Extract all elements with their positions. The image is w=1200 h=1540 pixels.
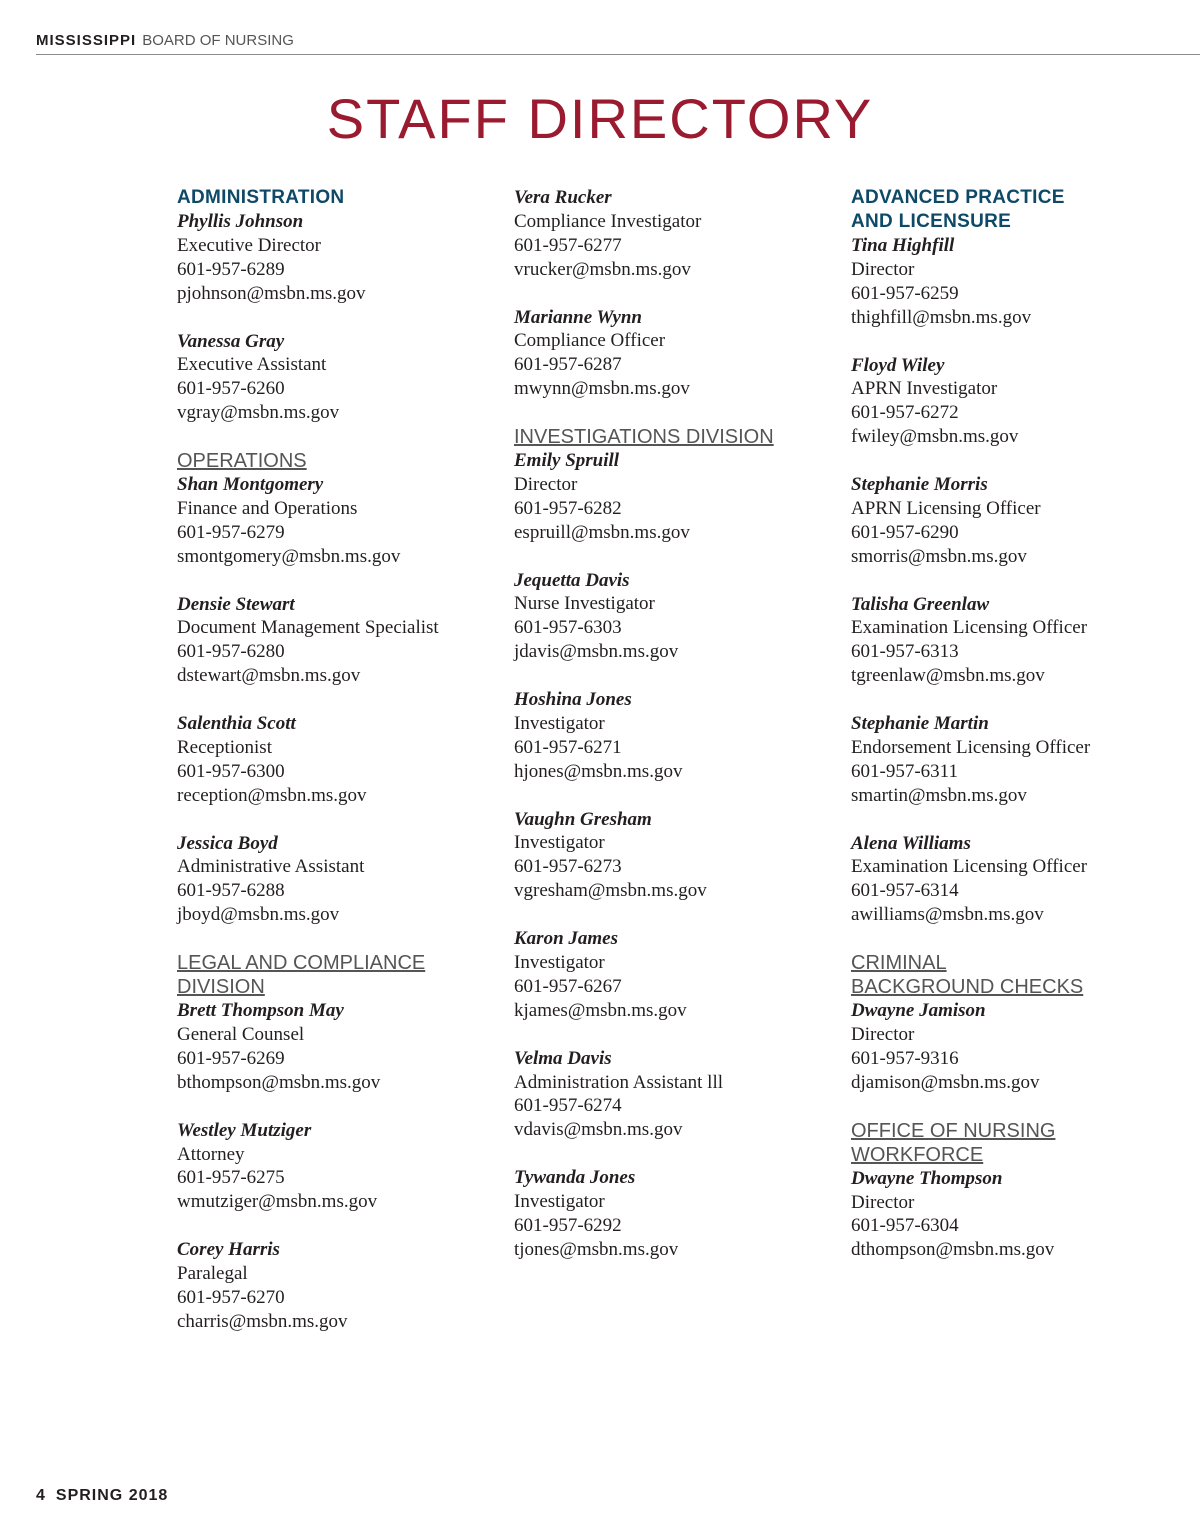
staff-title: Endorsement Licensing Officer bbox=[851, 736, 1091, 758]
staff-phone: 601-957-6314 bbox=[851, 880, 959, 902]
staff-email[interactable]: awilliams@msbn.ms.gov bbox=[851, 904, 1044, 926]
staff-email[interactable]: jdavis@msbn.ms.gov bbox=[514, 641, 679, 663]
staff-email[interactable]: bthompson@msbn.ms.gov bbox=[177, 1071, 381, 1093]
staff-title: APRN Licensing Officer bbox=[851, 497, 1041, 519]
staff-name: Stephanie Morris bbox=[851, 474, 988, 496]
section-heading-legal: LEGAL AND COMPLIANCE bbox=[177, 952, 426, 975]
staff-name: Velma Davis bbox=[514, 1047, 612, 1069]
staff-email[interactable]: wmutziger@msbn.ms.gov bbox=[177, 1191, 378, 1213]
staff-name: Talisha Greenlaw bbox=[851, 593, 990, 615]
staff-title: Finance and Operations bbox=[177, 497, 358, 519]
staff-title: Compliance Investigator bbox=[514, 210, 702, 232]
staff-name: Marianne Wynn bbox=[514, 306, 642, 328]
staff-name: Shan Montgomery bbox=[177, 474, 324, 496]
staff-name: Tywanda Jones bbox=[514, 1167, 636, 1189]
staff-email[interactable]: kjames@msbn.ms.gov bbox=[514, 999, 687, 1021]
page-header bbox=[36, 32, 1200, 55]
staff-name: Emily Spruill bbox=[514, 450, 620, 472]
staff-name: Stephanie Martin bbox=[851, 713, 989, 735]
staff-name: Hoshina Jones bbox=[514, 689, 632, 711]
directory-column-1 bbox=[177, 186, 497, 1334]
staff-title: Director bbox=[514, 473, 578, 495]
staff-title: Director bbox=[851, 258, 915, 280]
section-heading-operations: OPERATIONS bbox=[177, 450, 307, 473]
section-heading-nursing-workforce: OFFICE OF NURSING bbox=[851, 1119, 1056, 1142]
staff-phone: 601-957-6304 bbox=[851, 1215, 959, 1237]
staff-name: Corey Harris bbox=[177, 1239, 280, 1261]
staff-entry bbox=[851, 234, 1171, 330]
staff-phone: 601-957-6272 bbox=[851, 402, 959, 424]
staff-name: Densie Stewart bbox=[177, 593, 295, 615]
staff-title: Administrative Assistant bbox=[177, 856, 365, 878]
staff-title: Compliance Officer bbox=[514, 330, 666, 352]
staff-entry bbox=[177, 473, 497, 569]
staff-email[interactable]: hjones@msbn.ms.gov bbox=[514, 760, 683, 782]
staff-phone: 601-957-6260 bbox=[177, 378, 285, 400]
staff-name: Alena Williams bbox=[851, 832, 971, 854]
staff-email[interactable]: espruill@msbn.ms.gov bbox=[514, 521, 690, 543]
staff-entry bbox=[514, 186, 834, 282]
staff-email[interactable]: djamison@msbn.ms.gov bbox=[851, 1071, 1040, 1093]
staff-title: Director bbox=[851, 1024, 915, 1045]
staff-email[interactable]: dstewart@msbn.ms.gov bbox=[177, 665, 361, 687]
staff-title: Examination Licensing Officer bbox=[851, 856, 1088, 878]
header-board: BOARD OF NURSING bbox=[142, 32, 294, 49]
staff-title: General Counsel bbox=[177, 1024, 305, 1045]
staff-phone: 601-957-6267 bbox=[514, 975, 622, 997]
staff-entry bbox=[514, 1166, 834, 1262]
directory-column-2 bbox=[514, 186, 834, 1262]
staff-title: Executive Assistant bbox=[177, 354, 327, 376]
staff-phone: 601-957-6269 bbox=[177, 1047, 285, 1069]
staff-phone: 601-957-6282 bbox=[514, 497, 622, 519]
staff-email[interactable]: reception@msbn.ms.gov bbox=[177, 784, 367, 806]
staff-phone: 601-957-6273 bbox=[514, 856, 622, 878]
staff-phone: 601-957-6288 bbox=[177, 880, 285, 902]
staff-title: Paralegal bbox=[177, 1263, 248, 1285]
staff-title: Investigator bbox=[514, 712, 605, 734]
section-heading-investigations: INVESTIGATIONS DIVISION bbox=[514, 426, 774, 449]
staff-phone: 601-957-6313 bbox=[851, 641, 959, 663]
staff-title: APRN Investigator bbox=[851, 378, 998, 400]
staff-phone: 601-957-6279 bbox=[177, 521, 285, 543]
staff-phone: 601-957-6303 bbox=[514, 617, 622, 639]
staff-title: Attorney bbox=[177, 1143, 245, 1165]
staff-name: Phyllis Johnson bbox=[177, 211, 304, 232]
staff-email[interactable]: smartin@msbn.ms.gov bbox=[851, 784, 1027, 806]
staff-phone: 601-957-6289 bbox=[177, 258, 285, 280]
staff-entry bbox=[514, 449, 834, 545]
staff-phone: 601-957-9316 bbox=[851, 1047, 959, 1069]
staff-email[interactable]: pjohnson@msbn.ms.gov bbox=[177, 282, 366, 304]
staff-email[interactable]: tjones@msbn.ms.gov bbox=[514, 1238, 679, 1260]
section-heading-advanced-practice: ADVANCED PRACTICE bbox=[851, 187, 1065, 208]
staff-name: Tina Highfill bbox=[851, 235, 955, 256]
staff-email[interactable]: dthompson@msbn.ms.gov bbox=[851, 1239, 1055, 1261]
staff-title: Receptionist bbox=[177, 736, 272, 758]
staff-email[interactable]: smorris@msbn.ms.gov bbox=[851, 545, 1027, 567]
staff-name: Brett Thompson May bbox=[177, 1000, 344, 1022]
staff-entry bbox=[514, 808, 834, 904]
staff-title: Executive Director bbox=[177, 234, 322, 256]
staff-entry bbox=[514, 1047, 834, 1143]
staff-entry bbox=[177, 999, 497, 1095]
page-title: STAFF DIRECTORY bbox=[326, 87, 874, 150]
staff-entry bbox=[851, 832, 1171, 928]
staff-entry bbox=[177, 1119, 497, 1215]
staff-title: Investigator bbox=[514, 952, 605, 973]
staff-name: Vanessa Gray bbox=[177, 330, 285, 352]
staff-entry bbox=[177, 330, 497, 426]
section-heading-criminal-line-2: BACKGROUND CHECKS bbox=[851, 976, 1084, 999]
staff-title: Director bbox=[851, 1191, 915, 1213]
section-heading-criminal: CRIMINAL bbox=[851, 952, 947, 975]
staff-entry bbox=[514, 306, 834, 402]
staff-name: Dwayne Thompson bbox=[851, 1167, 1003, 1189]
staff-entry bbox=[177, 593, 497, 689]
staff-entry bbox=[851, 712, 1171, 808]
staff-entry bbox=[177, 832, 497, 928]
staff-title: Investigator bbox=[514, 1191, 605, 1213]
staff-phone: 601-957-6270 bbox=[177, 1286, 285, 1308]
page-number: 4 bbox=[36, 1487, 46, 1504]
staff-name: Jessica Boyd bbox=[177, 832, 278, 854]
staff-entry bbox=[851, 593, 1171, 689]
staff-phone: 601-957-6277 bbox=[514, 234, 622, 256]
staff-entry bbox=[177, 712, 497, 808]
page-footer bbox=[36, 1487, 168, 1505]
header-state: MISSISSIPPI bbox=[36, 32, 137, 49]
staff-name: Jequetta Davis bbox=[514, 569, 630, 591]
section-heading-legal-line-2: DIVISION bbox=[177, 976, 265, 999]
staff-name: Vaughn Gresham bbox=[514, 808, 652, 830]
staff-phone: 601-957-6290 bbox=[851, 521, 959, 543]
staff-email[interactable]: charris@msbn.ms.gov bbox=[177, 1310, 348, 1332]
staff-name: Floyd Wiley bbox=[851, 354, 945, 376]
staff-title: Examination Licensing Officer bbox=[851, 617, 1088, 639]
staff-entry bbox=[514, 927, 834, 1023]
staff-phone: 601-957-6271 bbox=[514, 736, 622, 758]
issue-label: SPRING 2018 bbox=[55, 1487, 169, 1504]
staff-name: Karon James bbox=[514, 928, 618, 950]
staff-phone: 601-957-6292 bbox=[514, 1214, 622, 1236]
staff-title: Nurse Investigator bbox=[514, 593, 655, 615]
staff-entry bbox=[851, 999, 1171, 1095]
staff-phone: 601-957-6274 bbox=[514, 1095, 622, 1117]
section-heading-nursing-workforce-line-2: WORKFORCE bbox=[851, 1143, 984, 1166]
staff-entry bbox=[851, 473, 1171, 569]
staff-title: Document Management Specialist bbox=[177, 617, 439, 639]
staff-email[interactable]: vrucker@msbn.ms.gov bbox=[514, 258, 691, 280]
staff-name: Westley Mutziger bbox=[177, 1119, 312, 1141]
staff-name: Salenthia Scott bbox=[177, 713, 296, 735]
staff-email[interactable]: mwynn@msbn.ms.gov bbox=[514, 378, 690, 400]
staff-entry bbox=[514, 688, 834, 784]
staff-entry bbox=[177, 1238, 497, 1334]
staff-phone: 601-957-6275 bbox=[177, 1167, 285, 1189]
staff-phone: 601-957-6311 bbox=[851, 760, 958, 782]
staff-email[interactable]: tgreenlaw@msbn.ms.gov bbox=[851, 665, 1045, 687]
staff-email[interactable]: vgray@msbn.ms.gov bbox=[177, 402, 340, 424]
staff-phone: 601-957-6280 bbox=[177, 641, 285, 663]
section-heading-administration: ADMINISTRATION bbox=[177, 187, 345, 208]
staff-email[interactable]: fwiley@msbn.ms.gov bbox=[851, 426, 1019, 448]
staff-entry bbox=[851, 1167, 1171, 1263]
staff-entry bbox=[177, 210, 497, 306]
staff-phone: 601-957-6287 bbox=[514, 354, 622, 376]
staff-phone: 601-957-6259 bbox=[851, 282, 959, 304]
staff-title: Administration Assistant lll bbox=[514, 1071, 724, 1093]
staff-email[interactable]: jboyd@msbn.ms.gov bbox=[177, 904, 340, 926]
section-heading-advanced-practice-line-2: AND LICENSURE bbox=[851, 211, 1012, 232]
staff-email[interactable]: vdavis@msbn.ms.gov bbox=[514, 1119, 683, 1141]
staff-email[interactable]: thighfill@msbn.ms.gov bbox=[851, 306, 1032, 328]
staff-name: Vera Rucker bbox=[514, 187, 612, 208]
staff-email[interactable]: smontgomery@msbn.ms.gov bbox=[177, 545, 401, 567]
staff-title: Investigator bbox=[514, 832, 605, 854]
staff-phone: 601-957-6300 bbox=[177, 760, 285, 782]
staff-name: Dwayne Jamison bbox=[851, 1000, 986, 1022]
staff-entry bbox=[851, 354, 1171, 450]
staff-entry bbox=[514, 569, 834, 665]
directory-column-3 bbox=[851, 186, 1171, 1262]
staff-email[interactable]: vgresham@msbn.ms.gov bbox=[514, 880, 707, 902]
